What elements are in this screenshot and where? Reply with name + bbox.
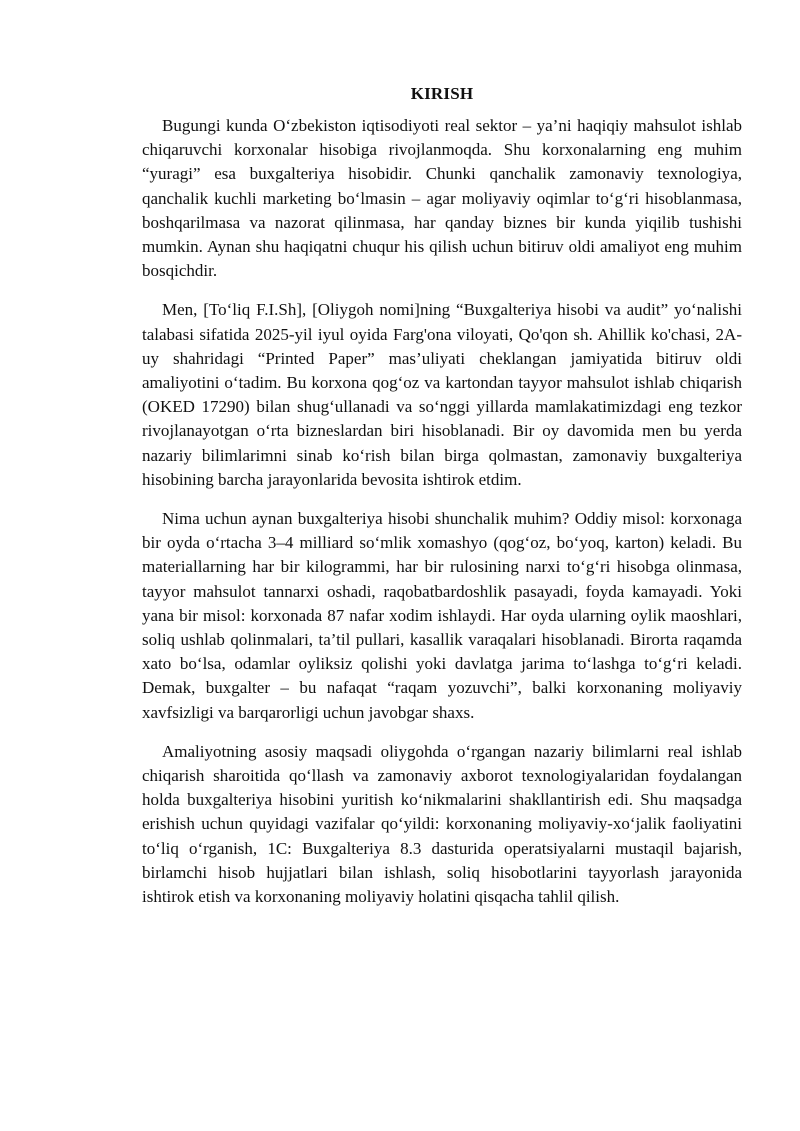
paragraph-4: Amaliyotning asosiy maqsadi oliygohda o‘rgangan nazariy bilimlarni real ishlab chiqarish sharoitida qo‘llash va zamonaviy axborot texnologiyalaridan foydalangan holda buxgalteriya hisobini yuritish ko‘nikmalarini shakllantirish edi. Shu maqsadga erishish uchun quyidagi vazifalar qo‘yildi: korxonaning moliyaviy-xo‘jalik faoliyatini to‘liq o‘rganish, 1C: Buxgalteriya 8.3 dasturida operatsiyalarni mustaqil bajarish, birlamchi hisob hujjatlari bilan ishlash, soliq hisobotlarini tayyorlash jarayonida ishtirok etish va korxonaning moliyaviy holatini qisqacha tahlil qilish. [142,741,742,907]
paragraph-3: Nima uchun aynan buxgalteriya hisobi shunchalik muhim? Oddiy misol: korxonaga bir oyda o‘rtacha 3–4 milliard so‘mlik xomashyo (qog‘oz, bo‘yoq, karton) keladi. Bu materiallarning har bir kilogrammi, har bir rulosining narxi to‘g‘ri hisobga olinmasa, tayyor mahsulot tannarxi oshadi, raqobatbardoshlik pasayadi, foyda kamayadi. Yoki yana bir misol: korxonada 87 nafar xodim ishlaydi. Har oyda ularning oylik maoshlari, soliq ushlab qolinmalari, ta’til pullari, kasallik varaqalari hisoblanadi. Birorta raqamda xato bo‘lsa, odamlar oyliksiz qolishi yoki davlatga jarima to‘lashga to‘g‘ri keladi. Demak, buxgalter – bu nafaqat “raqam yozuvchi”, balki korxonaning moliyaviy xavfsizligi va barqarorligi uchun javobgar shaxs. [142,509,742,722]
paragraph-1: Bugungi kunda O‘zbekiston iqtisodiyoti real sektor – ya’ni haqiqiy mahsulot ishlab chiqaruvchi korxonalar hisobiga rivojlanmoqda. Shu korxonalarning eng muhim “yuragi” esa buxgalteriya hisobidir. Chunki qanchalik zamonaviy texnologiya, qanchalik kuchli marketing bo‘lmasin – agar moliyaviy oqimlar to‘g‘ri hisoblanmasa, boshqarilmasa va nazorat qilinmasa, har qanday biznes bir kunda yiqilib tushishi mumkin. Aynan shu haqiqatni chuqur his qilish uchun bitiruv oldi amaliyot eng muhim bosqichdir. [142,116,742,281]
page-title: KIRISH [410,84,474,103]
paragraph-2: Men, [To‘liq F.I.Sh], [Oliygoh nomi]ning “Buxgalteriya hisobi va audit” yo‘nalishi talabasi sifatida 2025-yil iyul oyida Farg'ona viloyati, Qo'qon sh. Ahillik ko'chasi, 2A-uy shahridagi “Printed Paper” mas’uliyati cheklangan jamiyatida bitiruv oldi amaliyotini o‘tadim. Bu korxona qog‘oz va kartondan tayyor mahsulot ishlab chiqarish (OKED 17290) bilan shug‘ullanadi va so‘nggi yillarda mamlakatimizdagi eng tezkor rivojlanayotgan o‘rta bizneslardan biri hisoblanadi. Bir oy davomida men bu yerda nazariy bilimlarimni sinab ko‘rish bilan birga qolmastan, zamonaviy buxgalteriya hisobining barcha jarayonlarida bevosita ishtirok etdim. [142,300,742,489]
